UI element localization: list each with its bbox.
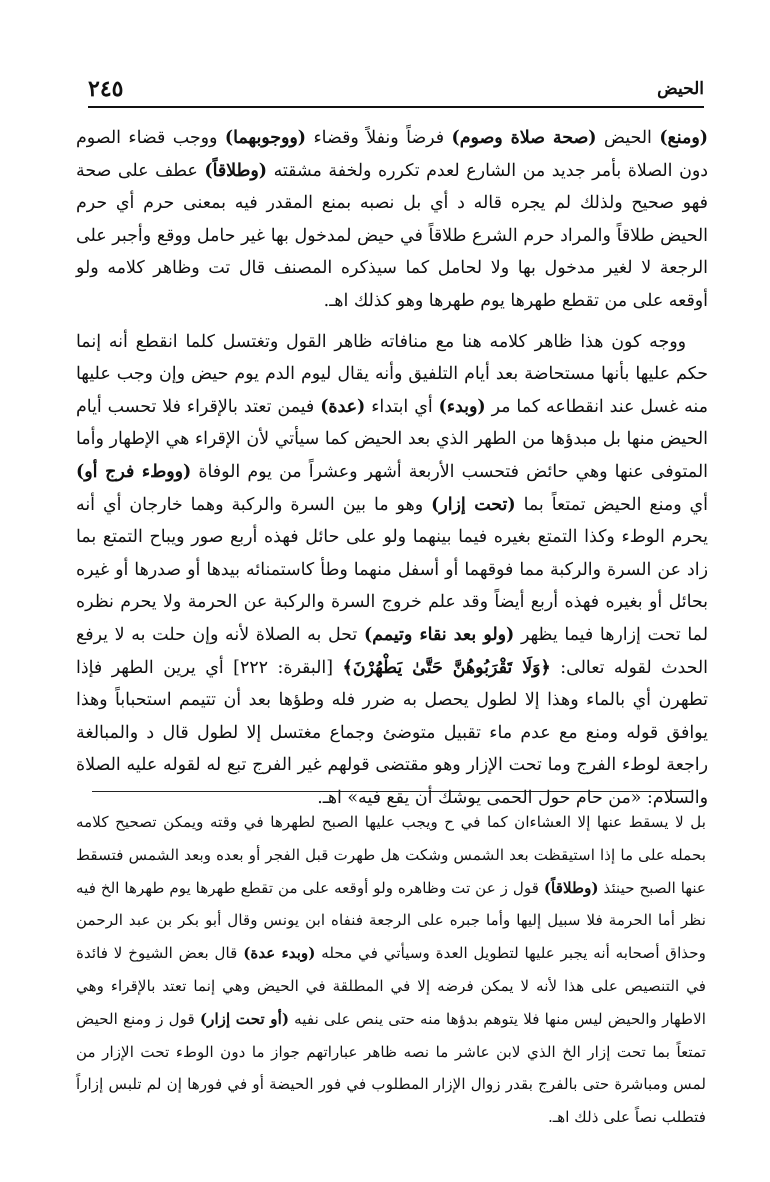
- bold-term: ﴿وَلَا تَقْرَبُوهُنَّ حَتَّىٰ يَطْهُرْنَ﴾: [342, 657, 551, 678]
- footnote-paragraph: بل لا يسقط عنها إلا العشاءان كما في ح ويجب عليها الصبح لطهرها في وقته ويمكن تصحيح كلامه بحمله على ما إذا استيقظت بعد الشمس وشكت هل طهرت قبل الفجر أو بعده وبعد الشمس فتسقط عنها الصبح حينئذ (وطلاقاً) قول ز عن تت وظاهره ولو أوقعه على من تقطع طهرها يوم طهرها الخ فيه نظر أما الحرمة فلا سبيل إليها وأما جبره على الرجعة فنفاه ابن يونس وقال أبو بكر بن عبد الرحمن وحذاق أصحابه أنه يجبر عليها لتطويل العدة وسيأتي في محله (وبدء عدة) قال بعض الشيوخ لا فائدة في التنصيص على هذا لأنه لا يمكن فرضه إلا في المطلقة في الحيض وهي إنما تعتد بالإقراء وهي الاطهار والحيض ليس منها فلا يتوهم بدؤها منه حتى ينص على نفيه (أو تحت إزار) قول ز ومنع الحيض تمتعاً بما تحت إزار الخ الذي لابن عاشر ما نصه ظاهر عباراتهم جواز ما دون الوطء تحت الإزار من لمس ومباشرة حتى بالفرج بقدر زوال الإزار المطلوب في فور الحيضة أو في فورها إن لم تلبس إزاراً فتطلب نصاً على ذلك اهـ.: [76, 813, 706, 1127]
- page-header: [88, 72, 704, 108]
- bold-term: (وطلاقاً): [543, 878, 599, 897]
- bold-term: (ولو بعد نقاء وتيمم): [363, 624, 515, 645]
- main-paragraph-1: (ومنع) الحيض (صحة صلاة وصوم) فرضاً ونفلاً وقضاء (ووجوبهما) ووجب قضاء الصوم دون الصلاة بأمر جديد من الشارع لعدم تكرره ولخفة مشقته (وطلاقاً) عطف على صحة فهو صحيح ولذلك لم يجره قاله د أي بل نصبه بمنع المقدر فيه بمعنى حرم أي حرم الحيض طلاقاً والمراد حرم الشرع طلاقاً في حيض لمدخول بها غير حامل ووقع وأجبر على الرجعة لا لغير مدخول بها ولا لحامل كما سيذكره المصنف قال تت وظاهر كلامه ولو أوقعه على من تقطع طهرها يوم طهرها وهو كذلك اهـ.: [76, 128, 708, 311]
- running-title: الحيض: [657, 79, 704, 99]
- page-number: ٢٤٥: [88, 76, 124, 102]
- bold-term: (صحة صلاة وصوم): [451, 128, 597, 148]
- bold-term: (أو تحت إزار): [199, 1009, 290, 1028]
- bold-term: (عدة): [320, 396, 366, 417]
- bold-term: (وبدء): [438, 396, 486, 417]
- bold-term: (تحت إزار): [431, 494, 516, 515]
- main-paragraph-2: ووجه كون هذا ظاهر كلامه هنا مع منافاته ظاهر القول وتغتسل كلما انقطع أنه إنما حكم عليها بأنها مستحاضة بعد أيام التلفيق وأنه يقال ليوم الدم يوم حيض وإن وجب عليها منه غسل عند انقطاعه كما مر (وبدء) أي ابتداء (عدة) فيمن تعتد بالإقراء فلا تحسب أيام الحيض منها بل مبدؤها من الطهر الذي بعد الحيض كما سيأتي لأن الإقراء هي الإطهار وأما المتوفى عنها وهي حائض فتحسب الأربعة أشهر وعشراً من يوم الوفاة (ووطء فرج أو) أي ومنع الحيض تمتعاً بما (تحت إزار) وهو ما بين السرة والركبة وهما خارجان أي أنه يحرم الوطء وكذا التمتع بغيره فيما بينهما ولو على حائل فهذه أربع صور ويباح التمتع بما زاد عن السرة والركبة مما فوقهما أو أسفل منهما وطأ كاستمنائه بيدها أو صدرها أو غيره بحائل أو بغيره فهذه أربع أيضاً وقد علم خروج السرة والركبة عن الحرمة ولا يحرم نظره لما تحت إزارها فيما يظهر (ولو بعد نقاء وتيمم) تحل به الصلاة لأنه وإن حلت به لا يرفع الحدث لقوله تعالى: ﴿وَلَا تَقْرَبُوهُنَّ حَتَّىٰ يَطْهُرْنَ﴾ [البقرة: ٢٢٢] أي يرين الطهر فإذا تطهرن أي بالماء وهذا إلا لطول يحصل به ضرر فله وطؤها بعد أن تتيمم استحباباً وهذا يوافق قوله ومنع مع عدم ماء تقبيل متوضئ وجماع مغتسل إلا لطول قال د والمبالغة راجعة لوطء الفرج وما تحت الإزار وهو مقتضى قولهم غير الفرج تبع له لقوله عليه الصلاة والسلام: «من حام حول الحمى يوشك أن يقع فيه» اهـ.: [76, 331, 708, 808]
- bold-term: (ووطء فرج أو): [76, 461, 192, 482]
- bold-term: (وطلاقاً): [204, 160, 268, 181]
- main-text: [76, 122, 708, 814]
- bold-term: (ووجوبهما): [224, 128, 307, 148]
- footnote-divider: [92, 791, 692, 792]
- bold-term: (وبدء عدة): [243, 944, 316, 963]
- bold-term: (ومنع): [659, 128, 708, 148]
- footnotes: [76, 806, 706, 1134]
